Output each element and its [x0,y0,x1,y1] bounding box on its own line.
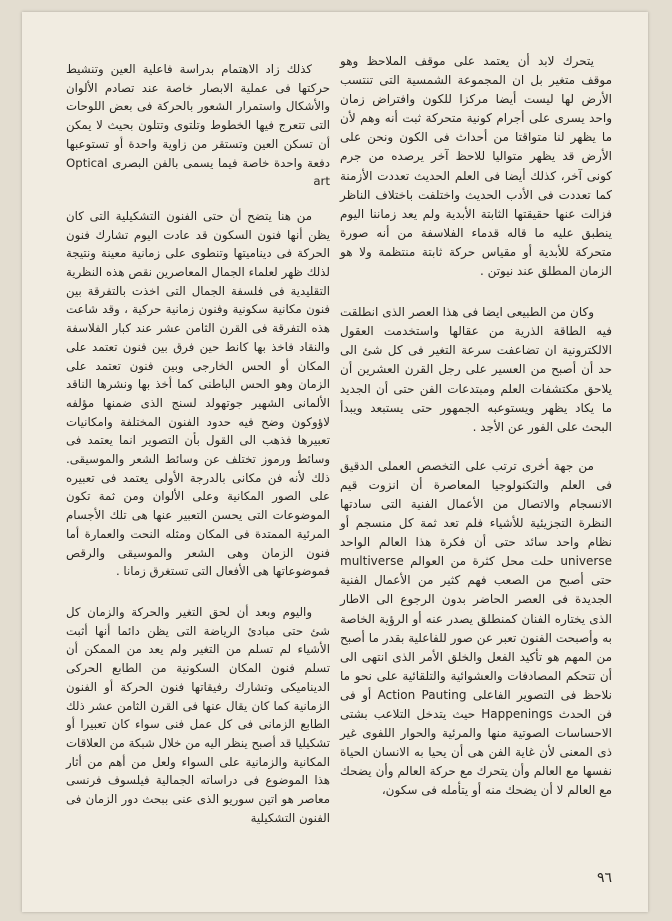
right-paragraph-2: وكان من الطبيعى ايضا فى هذا العصر الذى انطلقت فيه الطاقة الذرية من عقالها واستخدمت العقول الالكترونية ان تضاعفت سرعة التغير فى كل شئ الى حد أن أصبح من العسير على رجل القرن العشرين أن يلاحق مكتشفات العلم ومبتدعات الفن حتى أن الجديد ما يكاد يظهر ويستوعبه الجمهور حتى يستبعد ويبدأ البحث على الفور عن الأجد . [340,305,612,434]
left-paragraph-2: من هنا يتضح أن حتى الفنون التشكيلية التى كان يظن أنها فنون السكون قد عادت اليوم تشارك فنون الحركة فى ديناميتها وتنطوى على زمانية معينة ونتيجة لذلك ظهر لعلماء الجمال المعاصرين نقص هذه النظرية التقليدية فى فلسفة الجمال التى اخذت بالتفرقة بين فنون مكانية سكونية وفنون زمانية حركية ، وقد شاعت هذه التفرقة فى القرن الثامن عشر عند كبار الفلاسفة والنقاد فاخذ بها كانط حين فرق بين فنون تعتمد على المكان أو الحس الخارجى وبين فنون تعتمد على الزمان وهو الحس الباطنى كما أخذ بها ونشرها الناقد الألمانى الشهير جوتهولد لسنج الذى ضمنها مؤلفه لاؤوكون وضح فيه حدود الفنون المختلفة وامكانيات تعبيرها فذهب الى القول بأن التصوير انما يعتمد فى وسائط ورموز تختلف عن وسائط الشعر والموسيقى. ذلك لأنه فن مكانى بالدرجة الأولى يعتمد فى تعبيره على الصور المكانية وعلى الألوان ومن ثمة تكون الموضوعات التى يحسن التعبير عنها هى تلك الأجسام المرئية الممتدة فى المكان ومثله النحت والعمارة أما فنون الزمان وهى الشعر والموسيقى والرقص فموضوعاتها هى الأفعال التى تستغرق زمانا . [66,208,330,579]
magazine-page [22,12,648,912]
right-paragraph-3: من جهة أخرى ترتب على التخصص العملى الدقيق فى العلم والتكنولوجيا المعاصرة أن انزوت قيم الانسجام والاتصال من الأعمال الفنية التى سادتها النظرة التجزيئية للأشياء فلم تعد ثمة كل منسجم أو نظام واحد سائد حتى أن فكرة هذا العالم الواحد universe حلت محل كثرة من العوالم multiverse حتى أصبح من الصعب فهم كثير من الأعمال الفنية الجديدة فى العصر الحاضر بدون الرجوع الى الاطار الذى يختاره الفنان كمنطلق يصدر عنه أو الرؤية الخاصة به وأصبحت الفنون تعبر عن صور للفاعلية بقدر ما أصبح من المهم هو تأكيد الفعل والخلق الأمر الذى انتهى الى أن تتحكم المصادفات والعشوائية والتلقائية على نحو ما نلاحظ فى التصوير الفاعلى Action Pauting أو فى فن الحدث Happenings حيث يتدخل التلاعب بشتى الاحساسات الصوتية منها والمرئية والحوار اللفوى غير ذى المعنى لأن غاية الفن هى أن يحيا به الانسان الحياة نفسها مع العالم وأن يتحرك مع حركة العالم وأن يضحك مع العالم لا أن يضحك منه أو يتأمله فى سكون، [340,458,612,798]
page-number: ٩٦ [597,870,613,886]
right-column [340,52,612,800]
left-column [66,60,330,827]
left-paragraph-3: واليوم وبعد أن لحق التغير والحركة والزمان كل شئ حتى مبادئ الرياضة التى يظن دائما أنها أثبت الأشياء لم تسلم من التغير ولم يعد من الممكن أن تسلم فنون المكان السكونية من الطابع الحركى الديناميكى وتشارك رفيقاتها فنون الحركة أو الفنون الزمانية كما كان يقال عنها فى القرن الثامن عشر ذلك الطابع الزمانى فى كل عمل فنى سواء كان تعبيرا أو تشكيليا قد أصبح ينظر اليه من خلال شبكة من العلاقات المكانية والزمانية على السواء ولعل من أهم من أثار هذا الموضوع فى دراساته الجمالية فيلسوف فرنسى معاصر هو اتين سوريو الذى عنى ببحث دور الزمان فى الفنون التشكيلية [66,604,330,825]
right-paragraph-1: يتحرك لابد أن يعتمد على موقف الملاحظ وهو موقف متغير بل ان المجموعة الشمسية التى تنتسب الأرض لها ليست أيضا مركزا للكون وافتراض زمان واحد يسرى على أجرام كونية متحركة ثبت أنه وهم لأن ما يظهر لنا متواقتا من أحداث فى الكون ونحن على الأرض قد يظهر متواليا للاحظ آخر يرصده من جرم كونى آخر، كذلك أيضا فى العلم الحديث تعددت الأزمنة كما تعددت فى الأدب الحديث واختلفت باختلاف الناظر فزالت عنها حقيقتها الثابتة الأبدية ولم يعد زماننا اليوم ينطبق عليه ما قاله قدماء الفلاسفة من أنه صورة متحركة للأبدية أو مقياس حركة ثابتة منتظمة ولا هو الزمان المطلق عند نيوتن . [340,54,612,279]
left-paragraph-1: كذلك زاد الاهتمام بدراسة فاعلية العين وتنشيط حركتها فى عملية الابصار خاصة عند تصادم الألوان والأشكال واستمرار الشعور بالحركة فى بعض اللوحات التى تتعرج فيها الخطوط وتلتوى وتتلون بحيث لا يمكن أن تسكن العين وتستقر من زاوية واحدة أو تستوعبها دفعة واحدة خاصة فيما يسمى بالفن البصرى Optical art [66,62,330,189]
